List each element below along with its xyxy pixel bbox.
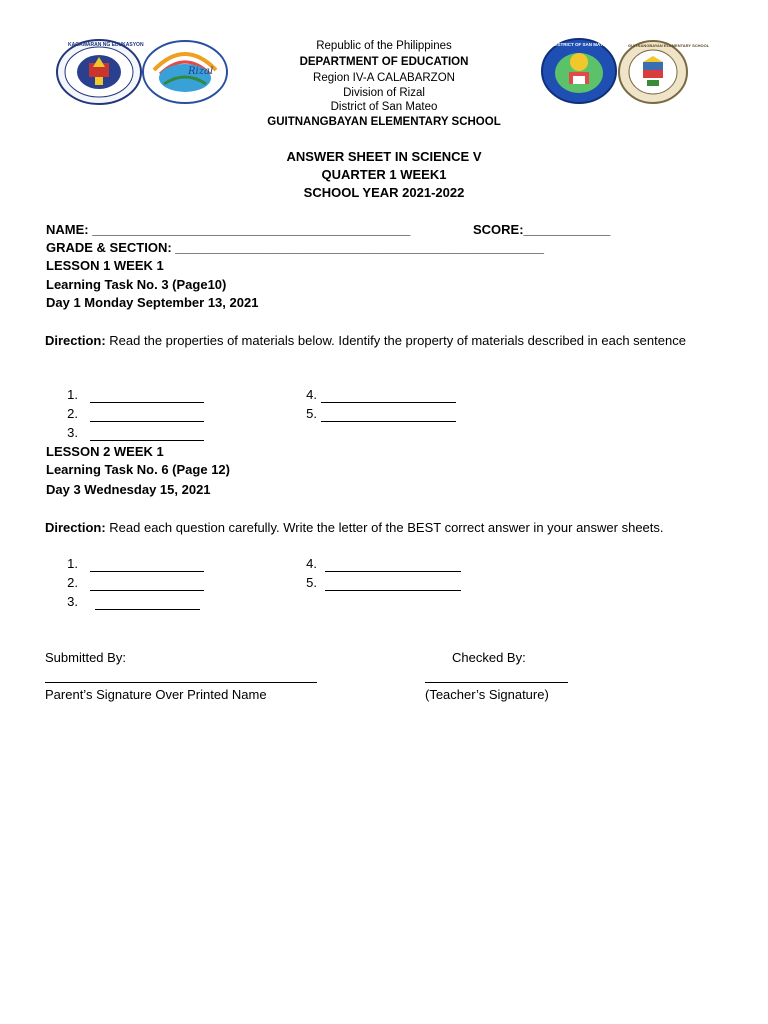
lesson1-answer-line: [90, 440, 204, 441]
name-field-label: NAME: ____________________________________________: [46, 222, 411, 237]
lesson2-day: Day 3 Wednesday 15, 2021: [46, 482, 211, 497]
lesson2-item-number: 3.: [67, 594, 78, 609]
lesson1-item-number: 4.: [306, 387, 317, 402]
lesson1-task: Learning Task No. 3 (Page10): [46, 277, 227, 292]
lesson1-direction-text: Read the properties of materials below. Identify the property of materials described in each sentence: [105, 333, 686, 348]
header-district: District of San Mateo: [330, 101, 438, 113]
header-division: Division of Rizal: [343, 87, 425, 99]
rizal-seal-text: Rizal: [188, 66, 214, 77]
lesson2-answer-line: [325, 571, 461, 572]
header-region: Region IV-A CALABARZON: [313, 72, 455, 84]
teacher-signature-caption: (Teacher’s Signature): [425, 687, 549, 702]
parent-signature-caption: Parent’s Signature Over Printed Name: [45, 687, 267, 702]
deped-seal-text: KAGAWARAN NG EDUKASYON: [68, 42, 144, 48]
lesson2-direction-label: Direction:: [45, 520, 106, 535]
lesson1-item-number: 2.: [67, 406, 78, 421]
lesson1-answer-line: [321, 402, 456, 403]
header-republic: Republic of the Philippines: [316, 40, 452, 52]
lesson2-answer-line: [325, 590, 461, 591]
lesson1-answer-line: [321, 421, 456, 422]
lesson1-day: Day 1 Monday September 13, 2021: [46, 295, 259, 310]
lesson2-item-number: 4.: [306, 556, 317, 571]
title-school-year: SCHOOL YEAR 2021-2022: [303, 185, 465, 200]
title-answer-sheet: ANSWER SHEET IN SCIENCE V: [286, 149, 482, 164]
lesson1-item-number: 3.: [67, 425, 78, 440]
lesson2-item-number: 1.: [67, 556, 78, 571]
lesson1-item-number: 1.: [67, 387, 78, 402]
teacher-signature-line: [425, 682, 568, 683]
submitted-by-label: Submitted By:: [45, 650, 126, 665]
lesson1-item-number: 5.: [306, 406, 317, 421]
lesson2-answer-line: [95, 609, 200, 610]
grade-section-field-label: GRADE & SECTION: ___________________________________________________: [46, 240, 545, 255]
title-quarter: QUARTER 1 WEEK1: [321, 167, 447, 182]
checked-by-label: Checked By:: [452, 650, 526, 665]
parent-signature-line: [45, 682, 317, 683]
lesson2-item-number: 2.: [67, 575, 78, 590]
lesson1-direction-label: Direction:: [45, 333, 106, 348]
header-school-name: GUITNANGBAYAN ELEMENTARY SCHOOL: [267, 116, 501, 128]
lesson2-title: LESSON 2 WEEK 1: [46, 444, 164, 459]
lesson2-task: Learning Task No. 6 (Page 12): [46, 462, 230, 477]
header-department: DEPARTMENT OF EDUCATION: [299, 56, 469, 68]
lesson2-direction-text: Read each question carefully. Write the letter of the BEST correct answer in your answer sheets.: [105, 520, 664, 535]
lesson1-answer-line: [90, 421, 204, 422]
lesson2-answer-line: [90, 590, 204, 591]
lesson1-answer-line: [90, 402, 204, 403]
lesson1-title: LESSON 1 WEEK 1: [46, 258, 164, 273]
lesson2-item-number: 5.: [306, 575, 317, 590]
score-field-label: SCORE:____________: [473, 222, 611, 237]
school-seal-text: GUITNANGBAYAN ELEMENTARY SCHOOL: [628, 43, 710, 48]
lesson2-direction: [45, 518, 723, 537]
lesson2-answer-line: [90, 571, 204, 572]
district-seal-text: DISTRICT OF SAN MATEO: [553, 42, 610, 47]
lesson1-direction: [45, 331, 723, 350]
